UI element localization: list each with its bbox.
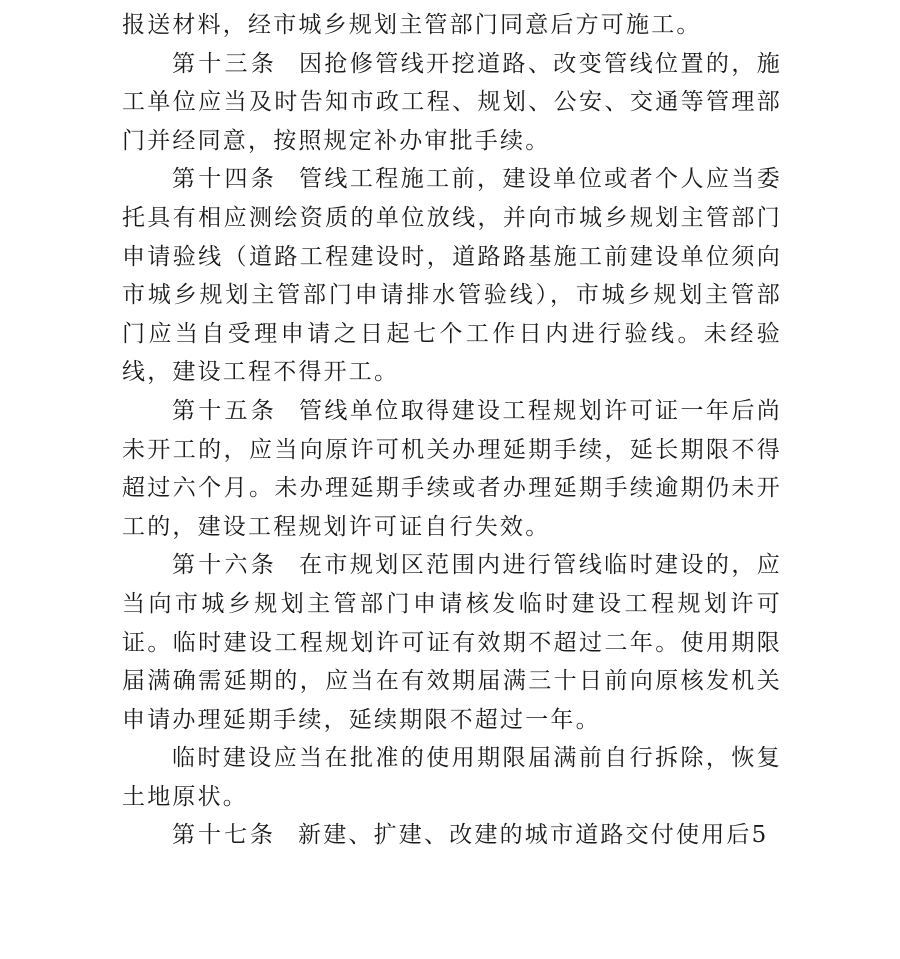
paragraph-text: 管线工程施工前，建设单位或者个人应当委托具有相应测绘资质的单位放线，并向市城乡规划主管部门申请验线（道路工程建设时，道路路基施工前建设单位须向市城乡规划主管部门申请排水管验线），市城乡规划主管部门应当自受理申请之日起七个工作日内进行验线。未经验线，建设工程不得开工。 — [122, 166, 782, 386]
paragraph — [122, 6, 782, 45]
paragraph-text: 管线单位取得建设工程规划许可证一年后尚未开工的，应当向原许可机关办理延期手续，延长期限不得超过六个月。未办理延期手续或者办理延期手续逾期仍未开工的，建设工程规划许可证自行失效。 — [122, 397, 782, 540]
article-16-paragraph — [122, 546, 782, 739]
article-heading: 第十五条 — [172, 397, 277, 424]
article-heading: 第十六条 — [172, 552, 277, 579]
paragraph-text: 新建、扩建、改建的城市道路交付使用后5 — [298, 822, 769, 849]
paragraph-text: 因抢修管线开挖道路、改变管线位置的，施工单位应当及时告知市政工程、规划、公安、交通等管理部门并经同意，按照规定补办审批手续。 — [122, 50, 782, 154]
article-heading: 第十三条 — [172, 50, 277, 77]
paragraph-text: 临时建设应当在批准的使用期限届满前自行拆除，恢复土地原状。 — [122, 745, 782, 810]
article-heading: 第十四条 — [172, 166, 277, 193]
article-15-paragraph — [122, 392, 782, 546]
paragraph-text: 在市规划区范围内进行管线临时建设的，应当向市城乡规划主管部门申请核发临时建设工程规划许可证。临时建设工程规划许可证有效期不超过二年。使用期限届满确需延期的，应当在有效期届满三十日前向原核发机关申请办理延期手续，延续期限不超过一年。 — [122, 552, 782, 733]
paragraph — [122, 739, 782, 816]
paragraph-text: 报送材料，经市城乡规划主管部门同意后方可施工。 — [122, 12, 702, 38]
article-13-paragraph — [122, 45, 782, 161]
article-14-paragraph — [122, 160, 782, 392]
article-17-paragraph — [122, 816, 782, 855]
document-page — [122, 6, 782, 855]
article-heading: 第十七条 — [172, 822, 276, 849]
